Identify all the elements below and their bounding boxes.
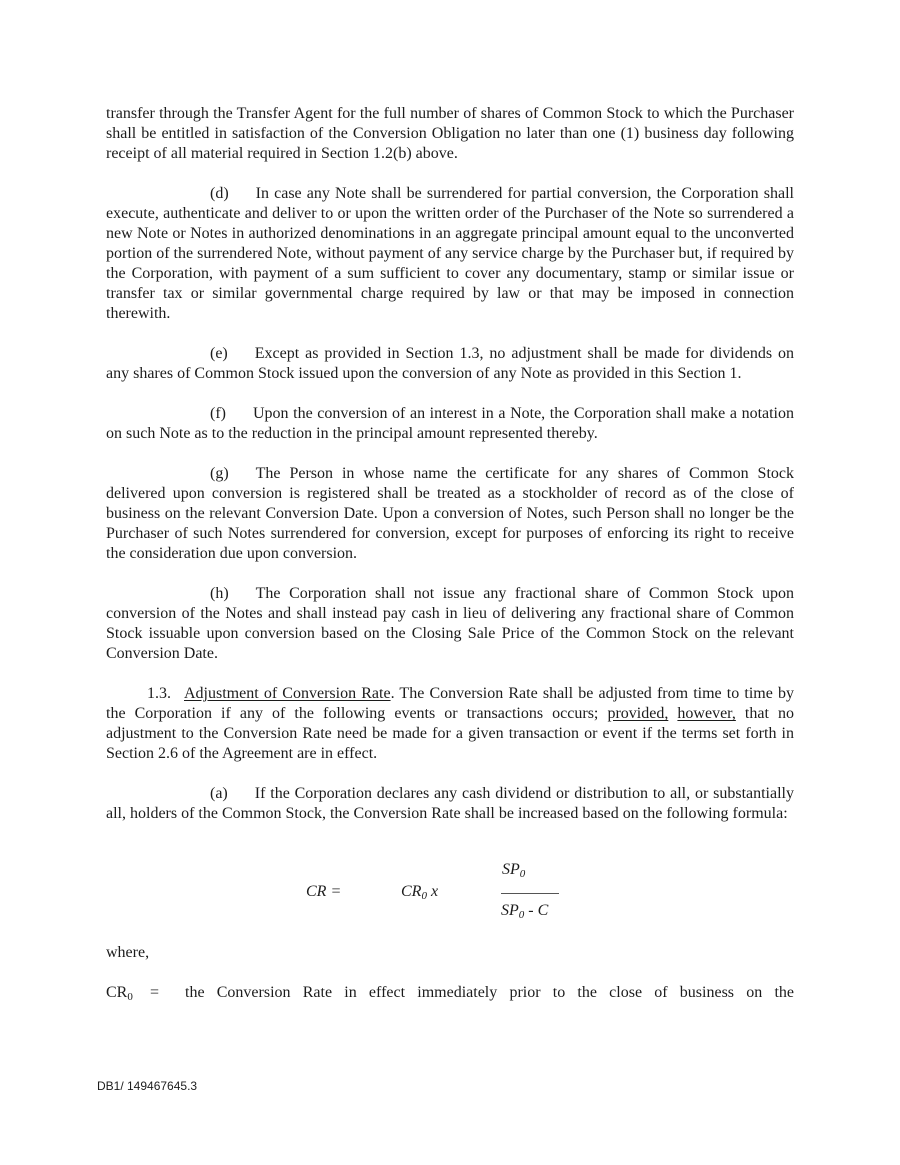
section-1-3 — [106, 684, 794, 764]
formula-sp0-den: SP — [501, 902, 519, 919]
definition-cr0 — [106, 983, 794, 1007]
clause-label-d: (d) — [210, 185, 229, 202]
paragraph-g — [106, 464, 794, 564]
formula-cr0-subscript: 0 — [421, 890, 427, 902]
clause-label-f: (f) — [210, 405, 226, 422]
formula-sp0-den-subscript: 0 — [518, 909, 525, 921]
formula-equals: = — [326, 883, 342, 900]
formula-rhs — [401, 882, 438, 906]
definition-cr: CR — [106, 984, 128, 1001]
however-underlined: however, — [677, 705, 736, 722]
definition-term — [106, 983, 150, 1007]
paragraph-continuation-text: transfer through the Transfer Agent for the full number of shares of Common Stock to which the Purchaser shall be entitled in satisfaction of the Conversion Obligation no later than one (1) business day following receipt of all material required in Section 1.2(b) above. — [106, 105, 794, 162]
clause-label-e: (e) — [210, 345, 228, 362]
formula-fraction — [501, 860, 559, 925]
clause-label-a: (a) — [210, 785, 228, 802]
definition-cr-subscript: 0 — [127, 991, 133, 1003]
paragraph-d — [106, 184, 794, 324]
paragraph-h-text: The Corporation shall not issue any fractional share of Common Stock upon conversion of the Notes and shall instead pay cash in lieu of delivering any fractional share of Common Stock issuable upon conversion based on the Closing Sale Price of the Common Stock on the relevant Conversion Date. — [106, 585, 794, 662]
paragraph-e-text: Except as provided in Section 1.3, no adjustment shall be made for dividends on any shares of Common Stock issued upon the conversion of any Note as provided in this Section 1. — [106, 345, 794, 382]
section-text-rest: that no adjustment to the Conversion Rate need be made for a given transaction or event if the terms set forth in Section 2.6 of the Agreement are in effect. — [106, 705, 794, 762]
clause-label-h: (h) — [210, 585, 229, 602]
provided-underlined: provided, — [607, 705, 669, 722]
formula-denominator — [501, 894, 559, 925]
formula-numerator — [501, 860, 559, 894]
formula-cr0: CR — [401, 883, 422, 900]
paragraph-g-text: The Person in whose name the certificate for any shares of Common Stock delivered upon conversion is registered shall be treated as a stockholder of record as of the close of business on the relevant Conversion Date. Upon a conversion of Notes, such Person shall no longer be the Purchaser of such Notes surrendered for conversion, except for purposes of enforcing its right to receive the consideration due upon conversion. — [106, 465, 794, 562]
conversion-rate-formula — [106, 860, 794, 921]
clause-label-g: (g) — [210, 465, 229, 482]
formula-multiply: x — [426, 883, 439, 900]
paragraph-a-text: If the Corporation declares any cash dividend or distribution to all, or substantially all, holders of the Common Stock, the Conversion Rate shall be increased based on the following formula: — [106, 785, 794, 822]
paragraph-continuation — [106, 104, 794, 164]
section-text: . The Conversion Rate shall be adjusted from time to time by the Corporation if any of the following events or transactions occurs; — [106, 685, 794, 722]
formula-lhs — [306, 882, 341, 902]
section-number: 1.3. — [147, 685, 171, 702]
paragraph-e — [106, 344, 794, 384]
formula-sp0: SP — [502, 861, 520, 878]
formula-minus-c: - C — [524, 902, 549, 919]
document-control-number: DB1/ 149467645.3 — [97, 1079, 198, 1093]
paragraph-h — [106, 584, 794, 664]
formula-cr: CR — [306, 883, 327, 900]
paragraph-d-text: In case any Note shall be surrendered for partial conversion, the Corporation shall execute, authenticate and deliver to or upon the written order of the Purchaser of the Note so surrendered a new Note or Notes in authorized denominations in an aggregate principal amount equal to the unconverted portion of the surrendered Note, without payment of any service charge by the Purchaser but, if required by the Corporation, with payment of a sum sufficient to cover any documentary, stamp or similar issue or transfer tax or similar governmental charge required by law or that may be imposed in connection therewith. — [106, 185, 794, 322]
paragraph-f — [106, 404, 794, 444]
paragraph-a — [106, 784, 794, 824]
definition-equals: = — [150, 984, 160, 1001]
document-body — [106, 104, 794, 1007]
formula-sp0-subscript: 0 — [519, 868, 526, 880]
paragraph-f-text: Upon the conversion of an interest in a Note, the Corporation shall make a notation on such Note as to the reduction in the principal amount represented thereby. — [106, 405, 794, 442]
definition-text: the Conversion Rate in effect immediately prior to the close of business on the — [185, 984, 794, 1001]
where-label: where, — [106, 944, 150, 961]
section-heading-underlined: Adjustment of Conversion Rate — [184, 685, 391, 702]
